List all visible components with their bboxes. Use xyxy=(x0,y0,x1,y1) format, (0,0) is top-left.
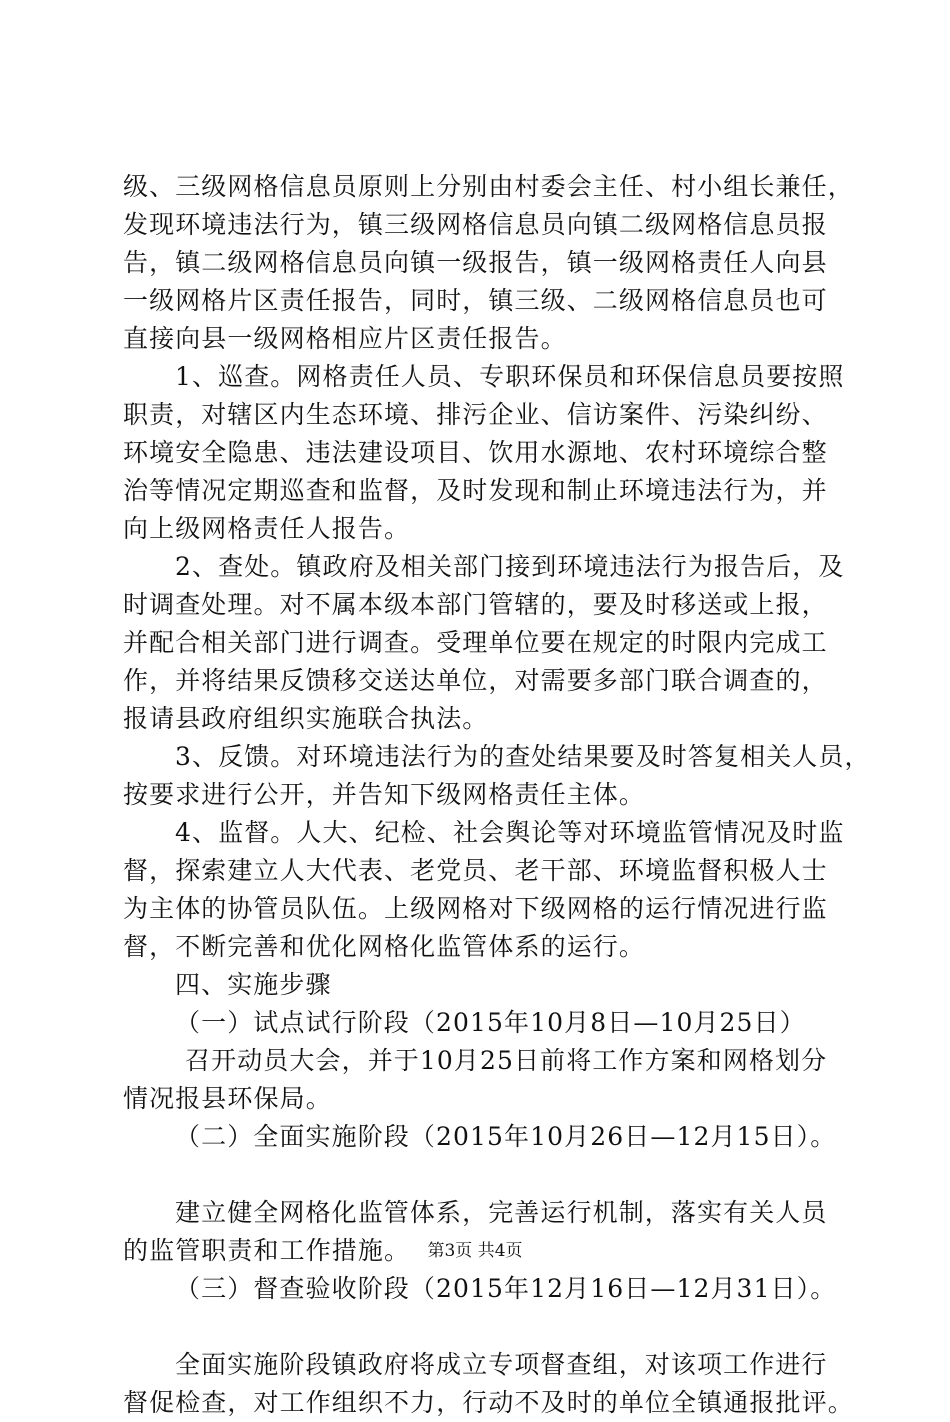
phase-heading: （二）全面实施阶段（2015年10月26日—12月15日）。 xyxy=(175,1122,837,1151)
blank-line xyxy=(123,1308,839,1346)
text-line: 直接向县一级网格相应片区责任报告。 xyxy=(123,324,567,353)
text-line: 4、监督。人大、纪检、社会舆论等对环境监管情况及时监 xyxy=(175,818,845,847)
text-line: 1、巡查。网格责任人员、专职环保员和环保信息员要按照 xyxy=(175,362,845,391)
text-line: 的监管职责和工作措施。 xyxy=(123,1236,411,1265)
text-line: 告，镇二级网格信息员向镇一级报告，镇一级网格责任人向县 xyxy=(123,248,828,277)
text-line: 职责，对辖区内生态环境、排污企业、信访案件、污染纠纷、 xyxy=(123,400,828,429)
text-line: 建立健全网格化监管体系，完善运行机制，落实有关人员 xyxy=(175,1198,828,1227)
phase-heading: （一）试点试行阶段（2015年10月8日—10月25日） xyxy=(175,1008,806,1037)
text-line: 督，不断完善和优化网格化监管体系的运行。 xyxy=(123,932,646,961)
document-body xyxy=(123,168,871,1422)
text-line: 报请县政府组织实施联合执法。 xyxy=(123,704,489,733)
blank-line xyxy=(123,1156,839,1194)
section-heading: 四、实施步骤 xyxy=(175,970,332,999)
text-line: 3、反馈。对环境违法行为的查处结果要及时答复相关人员， xyxy=(175,742,871,771)
text-line: 为主体的协管员队伍。上级网格对下级网格的运行情况进行监 xyxy=(123,894,828,923)
text-line: 向上级网格责任人报告。 xyxy=(123,514,411,543)
text-line: 全面实施阶段镇政府将成立专项督查组，对该项工作进行 xyxy=(175,1350,828,1379)
text-line: 督促检查，对工作组织不力，行动不及时的单位全镇通报批评。 xyxy=(123,1388,854,1417)
text-line: 级、三级网格信息员原则上分别由村委会主任、村小组长兼任， xyxy=(123,172,854,201)
page-footer: 第3页 共4页 xyxy=(427,1241,523,1261)
text-line: 2、查处。镇政府及相关部门接到环境违法行为报告后，及 xyxy=(175,552,845,581)
text-line: 情况报县环保局。 xyxy=(123,1084,332,1113)
text-line: 发现环境违法行为，镇三级网格信息员向镇二级网格信息员报 xyxy=(123,210,828,239)
text-line: 召开动员大会，并于10月25日前将工作方案和网格划分 xyxy=(185,1046,828,1075)
text-line: 一级网格片区责任报告，同时，镇三级、二级网格信息员也可 xyxy=(123,286,828,315)
text-line: 督，探索建立人大代表、老党员、老干部、环境监督积极人士 xyxy=(123,856,828,885)
text-line: 并配合相关部门进行调查。受理单位要在规定的时限内完成工 xyxy=(123,628,828,657)
text-line: 按要求进行公开，并告知下级网格责任主体。 xyxy=(123,780,646,809)
phase-heading: （三）督查验收阶段（2015年12月16日—12月31日）。 xyxy=(175,1274,837,1303)
text-line: 环境安全隐患、违法建设项目、饮用水源地、农村环境综合整 xyxy=(123,438,828,467)
text-line: 时调查处理。对不属本级本部门管辖的，要及时移送或上报， xyxy=(123,590,828,619)
text-line: 治等情况定期巡查和监督，及时发现和制止环境违法行为，并 xyxy=(123,476,828,505)
text-line: 作，并将结果反馈移交送达单位，对需要多部门联合调查的， xyxy=(123,666,828,695)
